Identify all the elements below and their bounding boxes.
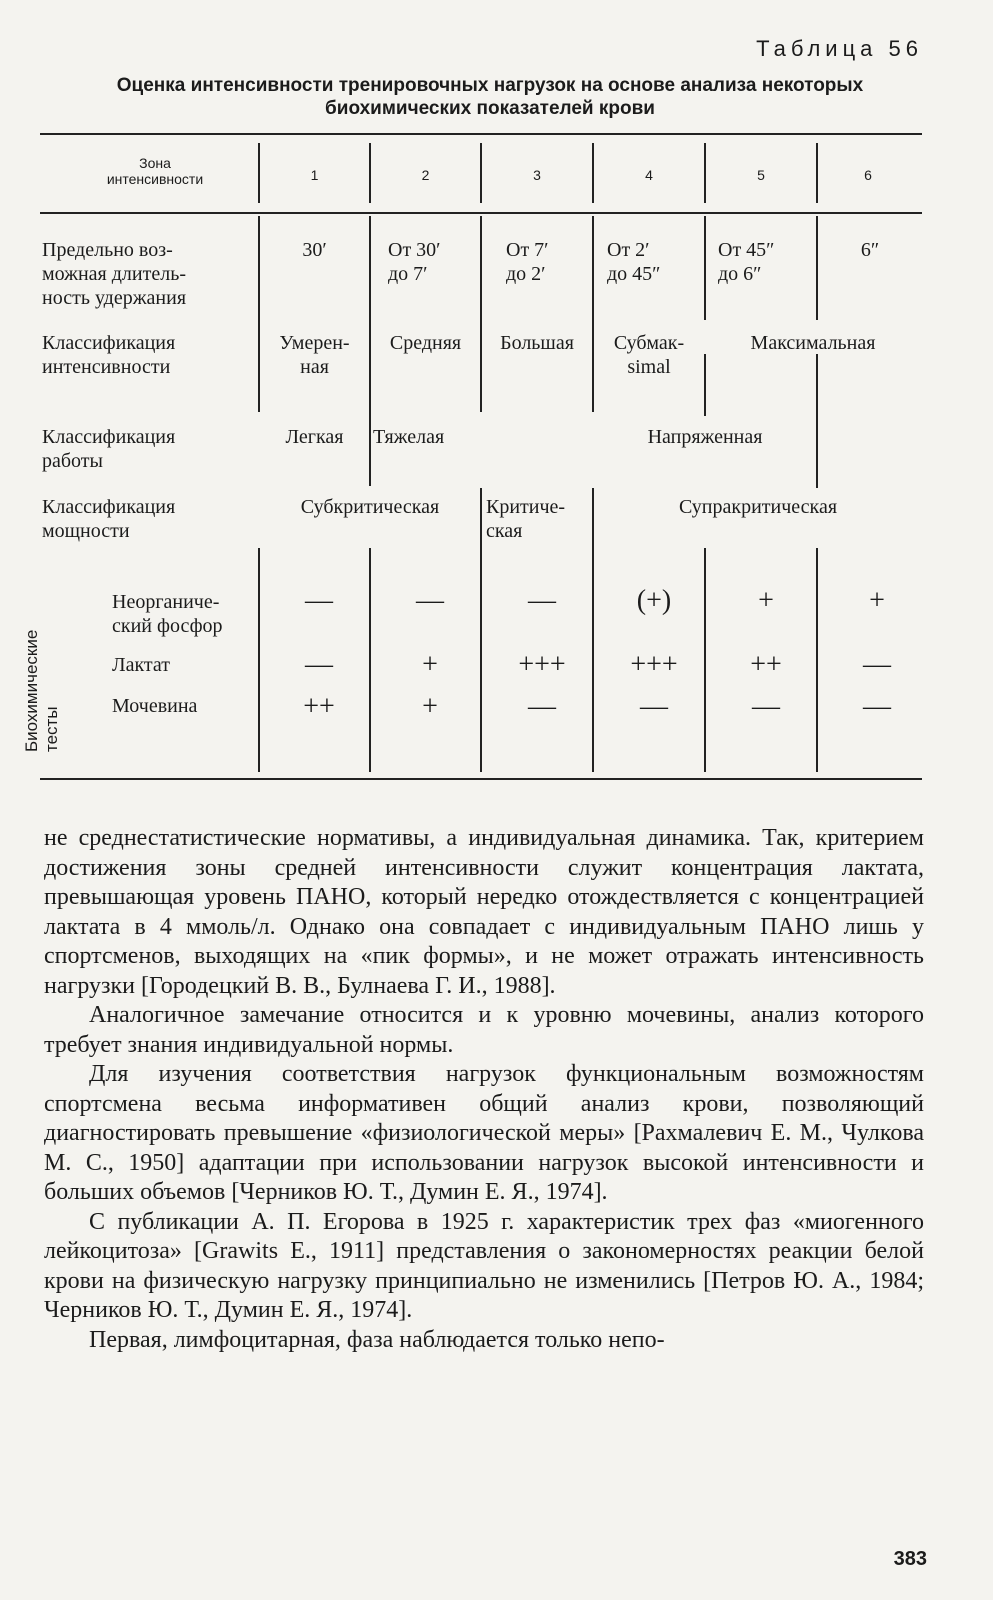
urea-zone-1: ++ xyxy=(303,691,335,722)
biochem-label-lactate: Лактат xyxy=(112,654,170,676)
paragraph-3: Для изучения соответствия нагрузок функциональным возможностям спортсмена весьма информативен общий анализ крови, позволяющий диагностировать превышение «физиологической меры» [Рахмалевич Е. М., Чулкова М. С., 1950] адаптации при использовании нагрузок высокой интенсивности и больших объемов [Черников Ю. Т., Думин Е. Я., 1974]. xyxy=(44,1061,924,1205)
work-light: Легкая xyxy=(285,426,344,448)
page-number: 383 xyxy=(893,1548,927,1570)
phosphorus-zone-6: + xyxy=(869,585,885,616)
header-zone-2: 2 xyxy=(421,167,430,183)
col-rule-3 xyxy=(480,216,482,412)
duration-zone-4: От 2′ до 45″ xyxy=(607,239,661,285)
col-rule-3 xyxy=(480,488,482,772)
header-zone-3: 3 xyxy=(533,167,541,183)
duration-zone-3: От 7′ до 2′ xyxy=(506,239,549,285)
col-rule-5 xyxy=(704,216,706,320)
col-rule-6 xyxy=(816,548,818,772)
urea-zone-4: — xyxy=(640,691,668,722)
intensity-submaximal: Субмак- simal xyxy=(613,332,685,378)
paragraph-2: Аналогичное замечание относится и к уровню мочевины, анализ которого требует знания индивидуальной нормы. xyxy=(44,1002,924,1058)
row-label-work: Классификация работы xyxy=(42,426,176,472)
row-label-duration: Предельно воз- можная длитель- ность удержания xyxy=(42,239,187,309)
phosphorus-zone-1: — xyxy=(305,585,333,616)
lactate-zone-4: +++ xyxy=(630,649,678,680)
table-title-line-2: биохимических показателей крови xyxy=(325,98,655,119)
phosphorus-zone-5: + xyxy=(758,585,774,616)
urea-zone-6: — xyxy=(863,691,891,722)
urea-zone-3: — xyxy=(528,691,556,722)
lactate-zone-6: — xyxy=(863,649,891,680)
biochem-group-label: Биохимические тесты xyxy=(22,629,61,752)
header-zone-6: 6 xyxy=(864,167,872,183)
power-critical: Критиче- ская xyxy=(486,496,566,542)
power-subcritical: Субкритическая xyxy=(300,496,440,518)
intensity-maximal: Максимальная xyxy=(750,332,876,354)
work-strenuous: Напряженная xyxy=(647,426,763,448)
col-rule-2 xyxy=(369,548,371,772)
paragraph-5: Первая, лимфоцитарная, фаза наблюдается только непо- xyxy=(89,1326,665,1353)
table-top-rule xyxy=(40,133,922,135)
header-zone-4: 4 xyxy=(645,167,653,183)
paragraph-4: С публикации А. П. Егорова в 1925 г. характеристик трех фаз «миогенного лейкоцитоза» [Grawits E., 1911] представления о закономерностях реакции белой крови на физическую нагрузку принципиально не изменились [Петров Ю. А., 1984; Черников Ю. Т., Думин Е. Я., 1974]. xyxy=(44,1208,924,1323)
header-zone-label: Зона интенсивности xyxy=(106,155,204,187)
col-rule-4 xyxy=(592,216,594,412)
lactate-zone-1: — xyxy=(305,649,333,680)
col-rule-6 xyxy=(816,216,818,320)
row-label-power: Классификация мощности xyxy=(42,496,176,542)
intensity-large: Большая xyxy=(500,332,574,354)
duration-zone-2: От 30′ до 7′ xyxy=(388,239,441,285)
lactate-zone-5: ++ xyxy=(750,649,782,680)
duration-zone-1: 30′ xyxy=(302,239,327,261)
lactate-zone-3: +++ xyxy=(518,649,566,680)
header-zone-5: 5 xyxy=(757,167,765,183)
urea-zone-2: + xyxy=(422,691,438,722)
intensity-medium: Средняя xyxy=(389,332,462,354)
intensity-moderate: Умерен- ная xyxy=(279,332,350,378)
power-supracritical: Супракритическая xyxy=(678,496,838,518)
col-rule-1 xyxy=(258,548,260,772)
col-rule-5 xyxy=(704,548,706,772)
urea-zone-5: — xyxy=(752,691,780,722)
phosphorus-zone-3: — xyxy=(528,585,556,616)
table-number: Таблица 56 xyxy=(756,36,923,61)
col-rule-6 xyxy=(816,354,818,488)
table-title-line-1: Оценка интенсивности тренировочных нагрузок на основе анализа некоторых xyxy=(116,75,864,96)
paragraph-1: не среднестатистические нормативы, а индивидуальная динамика. Так, критерием достижения зоны средней интенсивности служит концентрация лактата, превышающая уровень ПАНО, который нередко отождествляется с концентрацией лактата в 4 ммоль/л. Однако она совпадает с индивидуальным ПАНО лишь у спортсменов, выходящих на «пик формы», и не может отражать интенсивность нагрузки [Городецкий В. В., Булнаева Г. И., 1988]. xyxy=(44,825,924,999)
duration-zone-6: 6″ xyxy=(860,239,880,261)
row-label-intensity: Классификация интенсивности xyxy=(42,332,176,378)
col-rule-5 xyxy=(704,354,706,416)
table-bottom-rule xyxy=(40,778,922,780)
table-title xyxy=(40,74,940,120)
col-rule-4 xyxy=(592,488,594,772)
work-heavy: Тяжелая xyxy=(373,426,445,448)
phosphorus-zone-4: (+) xyxy=(636,585,672,616)
biochem-label-phosphorus: Неорганиче- ский фосфор xyxy=(112,591,223,637)
body-text xyxy=(44,824,924,1355)
biochem-label-urea: Мочевина xyxy=(112,695,198,717)
table-header-rule xyxy=(40,212,922,214)
phosphorus-zone-2: — xyxy=(416,585,444,616)
duration-zone-5: От 45″ до 6″ xyxy=(718,239,775,285)
lactate-zone-2: + xyxy=(422,649,438,680)
header-zone-1: 1 xyxy=(310,167,319,183)
